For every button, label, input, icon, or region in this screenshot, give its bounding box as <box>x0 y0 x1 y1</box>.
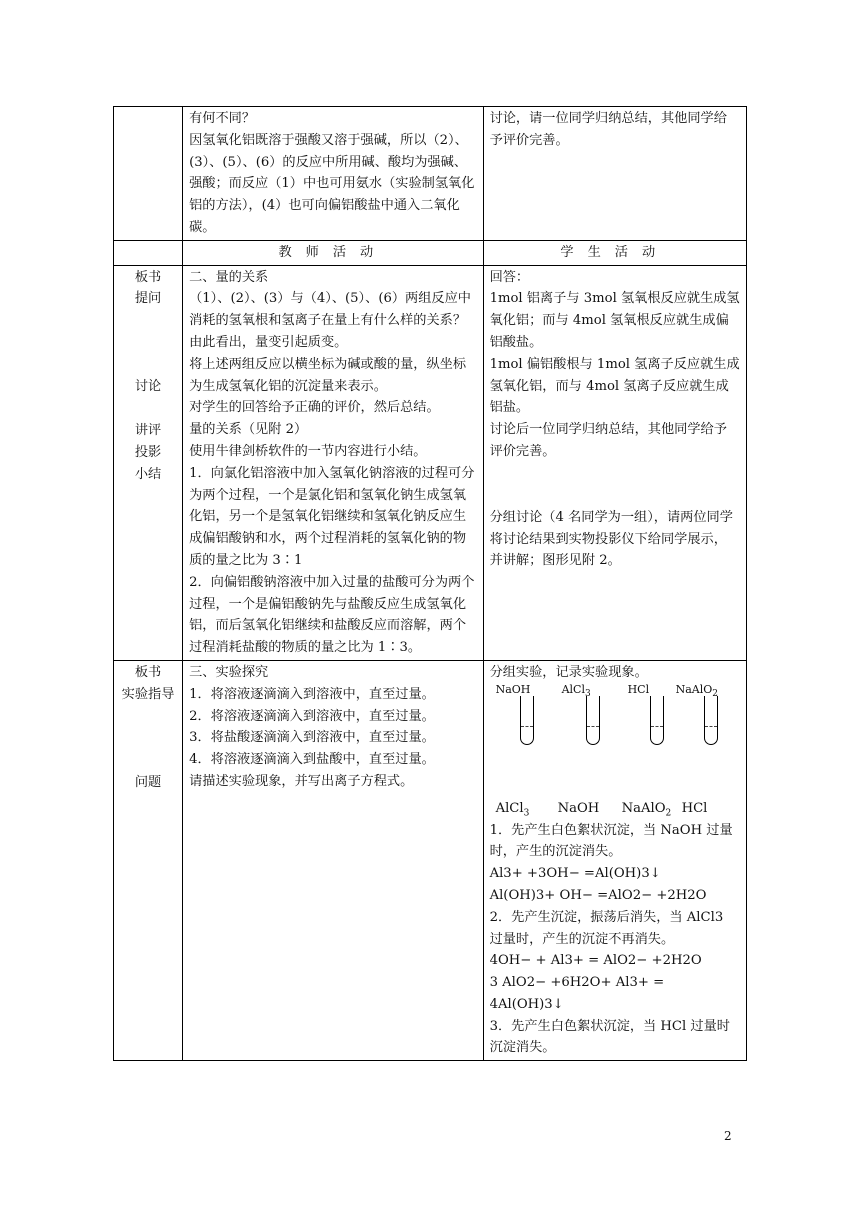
table-row <box>114 107 747 241</box>
label-cell <box>114 240 183 265</box>
paragraph: 量的关系（见附 2） <box>189 422 308 438</box>
paragraph: 3．先产生白色絮状沉淀，当 HCl 过量时沉淀消失。 <box>489 1018 730 1056</box>
row-label: 小结 <box>134 466 162 482</box>
paragraph: 1．将溶液逐滴滴入到溶液中，直至过量。 <box>189 686 435 702</box>
row-label: 板书 <box>134 269 162 285</box>
row-label: 实验指导 <box>121 686 175 702</box>
paragraph: 2．将溶液逐滴滴入到溶液中，直至过量。 <box>189 708 435 724</box>
equation: 3 AlO2− +6H2O+ Al3+ = 4Al(OH)3↓ <box>489 975 665 1012</box>
bottle-label: NaOH <box>557 800 600 816</box>
row-label: 提问 <box>134 291 162 307</box>
label-cell <box>114 265 183 660</box>
paragraph: 回答： <box>489 269 530 285</box>
equation: Al(OH)3+ OH− =AlO2− +2H2O <box>489 887 707 903</box>
paragraph: 讨论后一位同学归纳总结，其他同学给予评价完善。 <box>489 422 727 459</box>
paragraph: （1）、(2）、(3）与（4）、(5）、(6）两组反应中消耗的氢氧根和氢离子在量上有什么样的关系？ <box>189 291 471 329</box>
label-cell <box>114 660 183 1060</box>
test-tube <box>586 696 600 745</box>
paragraph: 2．先产生沉淀，振荡后消失，当 AlCl3 过量时，产生的沉淀不再消失。 <box>489 909 724 947</box>
row-label: 问题 <box>134 774 162 790</box>
paragraph: 1．向氯化铝溶液中加入氢氧化钠溶液的过程可分为两个过程，一个是氯化铝和氢氧化钠生成氢氧化铝，另一个是氢氧化铝继续和氢氧化钠反应生成偏铝酸钠和水，两个过程消耗的氢氧化钠的物质的量之比为 3∶1 <box>189 465 475 568</box>
test-tube <box>650 696 664 745</box>
bottle-label: HCl <box>681 800 708 816</box>
equation: 4OH− + Al3+ = AlO2− +2H2O <box>489 953 702 969</box>
bottle-labels <box>490 798 740 820</box>
student-cell <box>483 265 746 660</box>
table-row <box>114 265 747 660</box>
paragraph: 1．先产生白色絮状沉淀，当 NaOH 过量时，产生的沉淀消失。 <box>489 822 733 860</box>
teacher-cell <box>183 107 483 241</box>
teacher-activity-header: 教师活动 <box>183 240 483 265</box>
paragraph: 1mol 偏铝酸根与 1mol 氢离子反应就生成氢氧化铝，而与 4mol 氢离子反应就生成铝盐。 <box>489 356 740 416</box>
paragraph: 讨论，请一位同学归纳总结，其他同学给予评价完善。 <box>489 111 727 148</box>
row-label: 板书 <box>134 664 162 680</box>
test-tube <box>520 696 534 745</box>
teacher-cell <box>183 660 483 1060</box>
paragraph: 由此看出，量变引起质变。 <box>189 334 348 350</box>
paragraph: 分组实验，记录实验现象。 <box>489 664 648 680</box>
paragraph: 1mol 铝离子与 3mol 氢氧根反应就生成氢氧化铝；而与 4mol 氢氧根反应就生成偏铝酸盐。 <box>489 291 740 350</box>
student-cell <box>483 107 746 241</box>
dropper-label: NaAlO$_2$ <box>675 682 718 699</box>
lesson-plan-table <box>113 106 747 1061</box>
student-cell <box>483 660 746 1060</box>
paragraph: 因氢氧化铝既溶于强酸又溶于强碱，所以（2）、(3）、(5）、(6）的反应中所用碱、酸均为强碱、强酸；而反应（1）中也可用氨水（实验制氢氧化铝的方法），(4）也可向偏铝酸盐中通入二氧化碳。 <box>189 132 475 235</box>
experiment-diagram <box>490 684 740 794</box>
page-number: 2 <box>724 1129 732 1143</box>
paragraph: 将上述两组反应以横坐标为碱或酸的量，纵坐标为生成氢氧化铝的沉淀量来表示。 <box>189 356 467 394</box>
paragraph: 使用牛律剑桥软件的一节内容进行小结。 <box>189 443 427 459</box>
row-label: 讲评 <box>134 422 162 438</box>
paragraph: 分组讨论（4 名同学为一组），请两位同学将讨论结果到实物投影仪下给同学展示，并讲解；图形见附 2。 <box>489 509 733 569</box>
student-activity-header: 学生活动 <box>483 240 746 265</box>
teacher-cell <box>183 265 483 660</box>
label-cell <box>114 107 183 241</box>
paragraph: 有何不同？ <box>189 111 256 126</box>
equation: Al3+ +3OH− =Al(OH)3↓ <box>489 866 661 882</box>
section-heading: 三、实验探究 <box>189 664 269 680</box>
paragraph: 2．向偏铝酸钠溶液中加入过量的盐酸可分为两个过程，一个是偏铝酸钠先与盐酸反应生成氢氧化铝，而后氢氧化铝继续和盐酸反应而溶解，两个过程消耗盐酸的物质的量之比为 1∶3。 <box>189 574 475 656</box>
dropper-label: AlCl$_3$ <box>561 682 591 699</box>
bottle-label: AlCl$_3$ <box>495 800 530 819</box>
row-label: 投影 <box>134 444 162 460</box>
paragraph: 3．将盐酸逐滴滴入到溶液中，直至过量。 <box>189 730 435 746</box>
bottle-label: NaAlO$_2$ <box>621 800 672 819</box>
section-heading: 二、量的关系 <box>189 269 269 285</box>
dropper-label: HCl <box>627 682 650 696</box>
row-label: 讨论 <box>134 379 162 395</box>
table-row <box>114 660 747 1060</box>
paragraph: 请描述实验现象，并写出离子方程式。 <box>189 773 414 789</box>
paragraph: 4．将溶液逐滴滴入到盐酸中，直至过量。 <box>189 752 435 768</box>
header-row <box>114 240 747 265</box>
test-tube <box>704 696 718 745</box>
dropper-label: NaOH <box>495 682 531 696</box>
paragraph: 对学生的回答给予正确的评价，然后总结。 <box>189 400 440 416</box>
